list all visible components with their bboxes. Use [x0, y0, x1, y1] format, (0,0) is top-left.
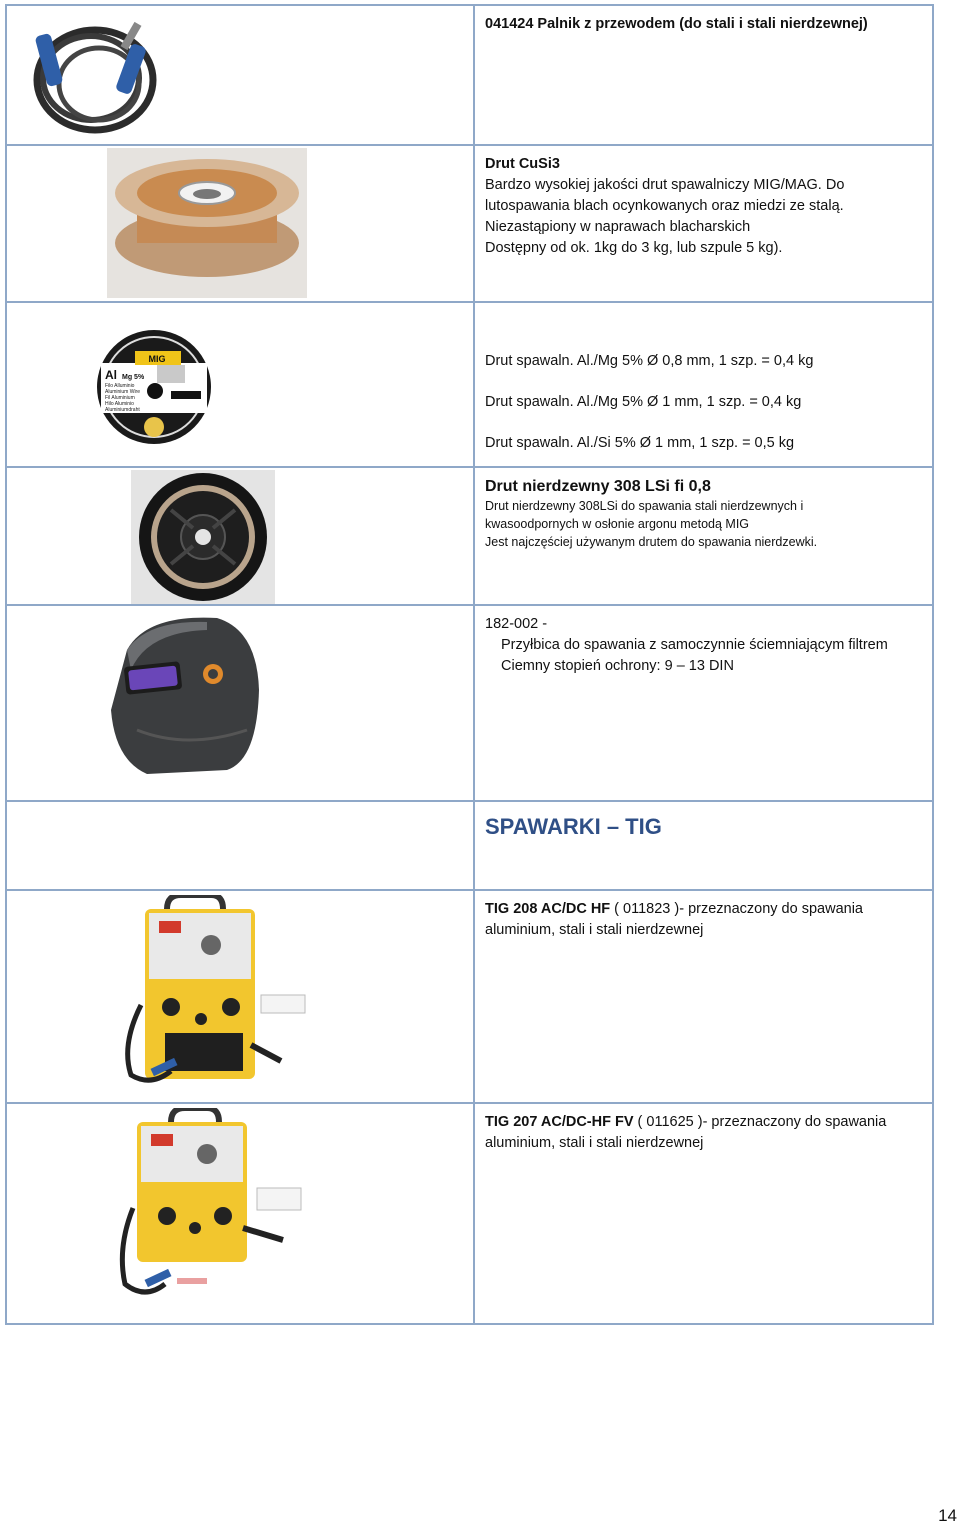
text-cell — [474, 145, 933, 302]
image-cell — [6, 801, 474, 890]
table-row — [6, 302, 933, 467]
product-title: Drut nierdzewny 308 LSi fi 0,8 — [485, 478, 711, 495]
product-subtitle: ( 011823 )- przeznaczony do spawania — [610, 901, 863, 917]
description-line: lutospawania blach ocynkowanych oraz miedzi ze stalą. — [485, 198, 844, 214]
tig-welder-icon — [111, 895, 311, 1091]
label-line1: Al — [105, 368, 117, 382]
label-list: Aluminiumdraht — [105, 407, 140, 413]
description-line: Przyłbica do spawania z samoczynnie ściemniającym filtrem — [501, 637, 888, 653]
text-cell — [474, 801, 933, 890]
text-cell — [474, 1103, 933, 1324]
image-cell — [6, 145, 474, 302]
description-line: aluminium, stali i stali nierdzewnej — [485, 1135, 704, 1151]
text-cell — [474, 605, 933, 801]
product-title: TIG 207 AC/DC-HF FV — [485, 1114, 634, 1130]
product-title: 041424 Palnik z przewodem (do stali i stali nierdzewnej) — [485, 16, 868, 32]
welding-helmet-icon — [107, 610, 267, 778]
description-line: kwasoodpornych w osłonie argonu metodą MIG — [485, 517, 750, 531]
image-cell — [6, 605, 474, 801]
table-row — [6, 145, 933, 302]
table-row — [6, 467, 933, 605]
label-list: Aluminium Wire — [105, 389, 141, 395]
description-line: Drut spawaln. Al./Mg 5% Ø 1 mm, 1 szp. = 0,4 kg — [485, 394, 802, 410]
description-line: Bardzo wysokiej jakości drut spawalniczy MIG/MAG. Do — [485, 177, 845, 193]
label-brand: MIG — [148, 354, 166, 364]
text-cell — [474, 890, 933, 1103]
text-cell — [474, 302, 933, 467]
text-cell — [474, 467, 933, 605]
product-title: TIG 208 AC/DC HF — [485, 901, 611, 917]
description-line: Jest najczęściej używanym drutem do spawania nierdzewki. — [485, 535, 818, 549]
image-cell — [6, 302, 474, 467]
description-line: Drut spawaln. Al./Si 5% Ø 1 mm, 1 szp. = 0,5 kg — [485, 435, 795, 451]
table-row — [6, 1103, 933, 1324]
label-list: Fil Aluminium — [105, 395, 135, 401]
aluminium-wire-spool-icon — [95, 327, 213, 447]
copper-wire-spool-icon — [107, 148, 307, 298]
stainless-wire-spool-icon — [131, 470, 275, 604]
description-line: Niezastąpiony w naprawach blacharskich — [485, 219, 751, 235]
tig-welder-icon — [111, 1108, 311, 1304]
product-table — [5, 4, 934, 1325]
description-line: aluminium, stali i stali nierdzewnej — [485, 922, 704, 938]
label-line2: Mg 5% — [122, 374, 145, 381]
product-line — [485, 899, 922, 920]
label-list: Hilo Aluminio — [105, 401, 134, 407]
table-row — [6, 605, 933, 801]
welding-torch-icon — [23, 14, 163, 142]
product-title: Drut CuSi3 — [485, 156, 560, 172]
image-cell — [6, 467, 474, 605]
description-line: Dostępny od ok. 1kg do 3 kg, lub szpule 5 kg). — [485, 240, 783, 256]
description-line: Drut spawaln. Al./Mg 5% Ø 0,8 mm, 1 szp. = 0,4 kg — [485, 353, 814, 369]
image-cell — [6, 1103, 474, 1324]
table-row — [6, 890, 933, 1103]
page-number: 14 — [938, 1506, 957, 1525]
product-code: 182-002 - — [485, 616, 548, 632]
image-cell — [6, 890, 474, 1103]
section-heading: SPAWARKI – TIG — [485, 814, 662, 839]
product-line — [485, 1112, 922, 1133]
description-line: Drut nierdzewny 308LSi do spawania stali nierdzewnych i — [485, 499, 804, 513]
product-subtitle: ( 011625 )- przeznaczony do spawania — [633, 1114, 887, 1130]
label-list: Filo Alluminio — [105, 383, 135, 389]
image-cell — [6, 5, 474, 145]
table-row — [6, 801, 933, 890]
text-cell — [474, 5, 933, 145]
table-row — [6, 5, 933, 145]
description-line: Ciemny stopień ochrony: 9 – 13 DIN — [501, 658, 734, 674]
